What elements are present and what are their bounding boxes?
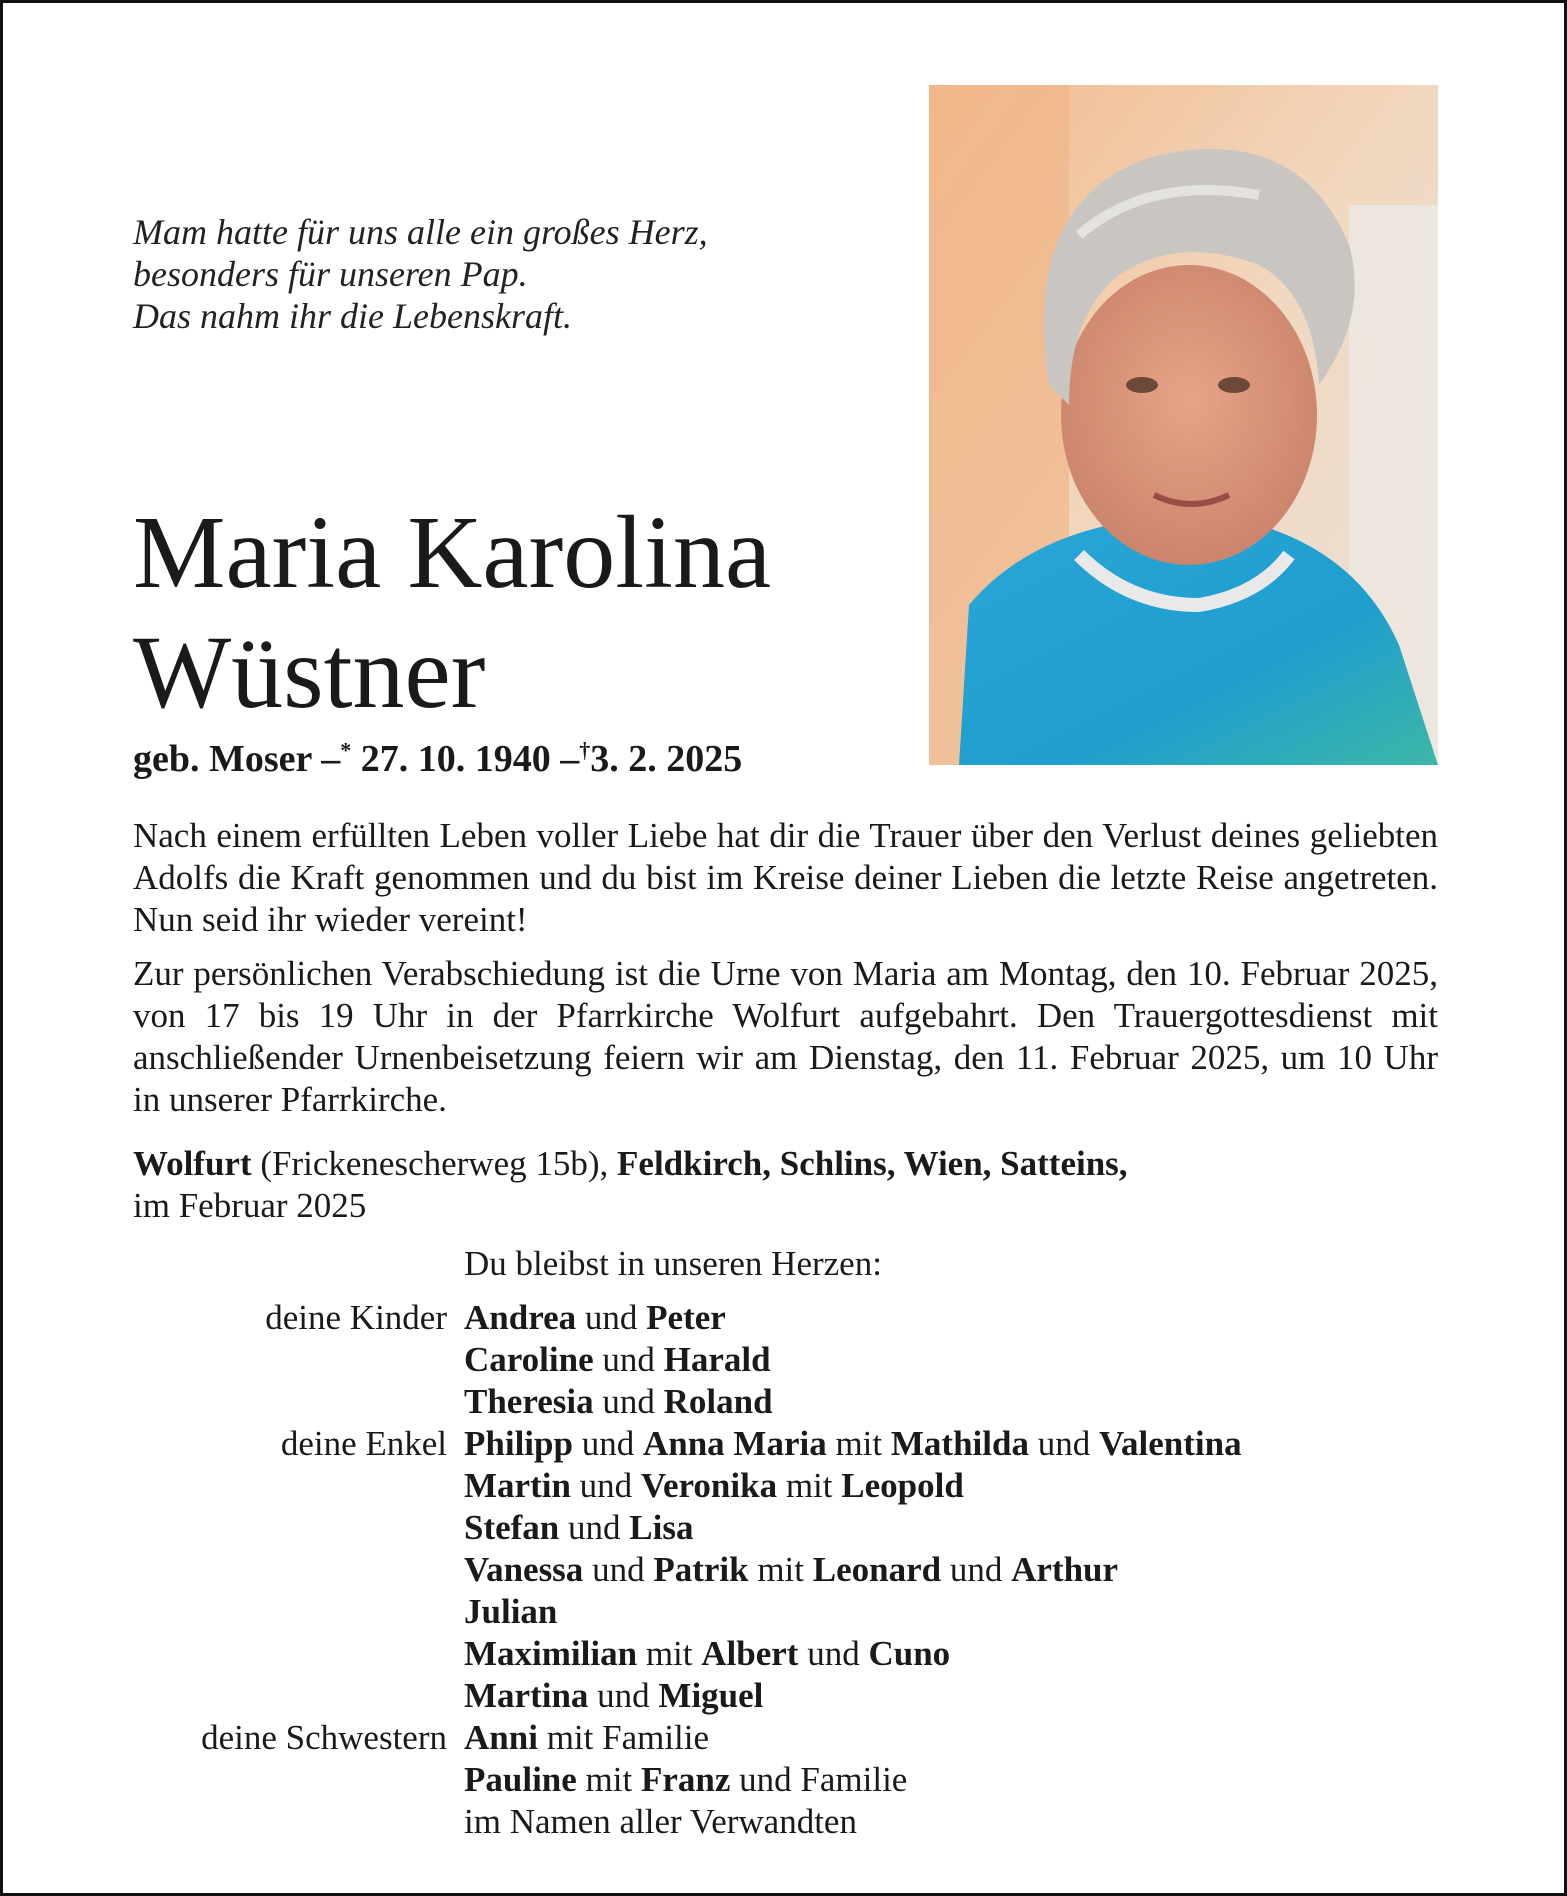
family-names (464, 1423, 1242, 1465)
connector-text: mit (576, 1760, 641, 1799)
family-row (3, 1591, 1567, 1633)
person-name: Leonard (812, 1550, 942, 1589)
person-name: Arthur (1011, 1550, 1119, 1589)
person-name: Miguel (658, 1676, 764, 1715)
person-name: Peter (646, 1298, 726, 1337)
family-row (3, 1801, 1567, 1843)
family-names (464, 1297, 726, 1339)
death-date: 3. 2. 2025 (590, 738, 743, 780)
family-row (3, 1297, 1567, 1339)
motto-line: besonders für unseren Pap. (133, 254, 528, 294)
date-line: im Februar 2025 (133, 1186, 367, 1225)
person-name: Caroline (464, 1340, 594, 1379)
person-name: Philipp (464, 1424, 573, 1463)
motto-line: Das nahm ihr die Lebenskraft. (133, 296, 572, 336)
person-name: Cuno (868, 1634, 951, 1673)
person-name: Andrea (464, 1298, 577, 1337)
name-line: Wüstner (133, 615, 486, 730)
family-row (3, 1717, 1567, 1759)
person-name: Pauline (464, 1760, 577, 1799)
person-name: Roland (663, 1382, 773, 1421)
family-names (464, 1675, 763, 1717)
family-names (464, 1633, 950, 1675)
dash: – (321, 738, 341, 780)
person-name: Martin (464, 1466, 571, 1505)
family-row (3, 1423, 1567, 1465)
person-name: Valentina (1098, 1424, 1242, 1463)
person-name: Maximilian (464, 1634, 638, 1673)
family-group-label: deine Enkel (280, 1424, 447, 1463)
person-name: Veronika (640, 1466, 778, 1505)
connector-text: mit (826, 1424, 891, 1463)
paragraph: Nach einem erfüllten Leben voller Liebe hat dir die Trauer über den Verlust deines geliebten Adolfs die Kraft genommen und du bist im Kreise deiner Lieben die letzte Reise angetreten. Nun seid ihr wieder vereint! (133, 816, 1438, 939)
family-list (3, 1297, 1567, 1843)
connector-text: und (1028, 1424, 1099, 1463)
dash: – (560, 738, 580, 780)
person-name: Harald (663, 1340, 771, 1379)
connector-text: und (570, 1466, 641, 1505)
motto-quote (133, 211, 708, 337)
family-row (3, 1339, 1567, 1381)
birth-symbol: * (340, 737, 352, 763)
connector-text: und (583, 1550, 654, 1589)
motto-line: Mam hatte für uns alle ein großes Herz, (133, 212, 708, 252)
connector-text: und (588, 1676, 659, 1715)
connector-text: und (941, 1550, 1012, 1589)
connector-text: mit Familie (537, 1718, 710, 1757)
life-dates (133, 737, 742, 781)
connector-text: und (572, 1424, 643, 1463)
family-names (464, 1339, 771, 1381)
person-name: Stefan (464, 1508, 560, 1547)
other-towns: Feldkirch, Schlins, Wien, Satteins, (617, 1144, 1128, 1183)
person-name: Mathilda (890, 1424, 1029, 1463)
birth-date: 27. 10. 1940 (360, 738, 551, 780)
person-name: Vanessa (464, 1550, 584, 1589)
person-name: Albert (701, 1634, 799, 1673)
person-name: Anni (464, 1718, 538, 1757)
connector-text: und (798, 1634, 869, 1673)
family-row (3, 1507, 1567, 1549)
connector-text: im Namen aller Verwandten (464, 1802, 857, 1841)
family-names (464, 1801, 857, 1843)
person-name: Patrik (653, 1550, 749, 1589)
family-row (3, 1759, 1567, 1801)
connector-text: mit (637, 1634, 702, 1673)
portrait-photo (929, 85, 1438, 765)
deceased-name (133, 493, 771, 733)
connector-text: und Familie (730, 1760, 908, 1799)
person-name: Leopold (841, 1466, 964, 1505)
connector-text: und (559, 1508, 630, 1547)
family-row (3, 1549, 1567, 1591)
family-group-label: deine Kinder (265, 1298, 447, 1337)
family-names (464, 1465, 964, 1507)
town: Wolfurt (133, 1144, 252, 1183)
paragraph: Zur persönlichen Verabschiedung ist die Urne von Maria am Montag, den 10. Februar 2025, von 17 bis 19 Uhr in der Pfarrkirche Wolfurt aufgebahrt. Den Trauergottesdienst mit anschließender Urnenbeisetzung feiern wir am Dienstag, den 11. Februar 2025, um 10 Uhr in unserer Pfarrkirche. (133, 954, 1438, 1119)
person-name: Theresia (464, 1382, 594, 1421)
connector-text: und (593, 1340, 664, 1379)
family-group-label: deine Schwestern (201, 1718, 447, 1757)
place-and-date (133, 1143, 1438, 1227)
person-name: Julian (464, 1592, 558, 1631)
family-row (3, 1633, 1567, 1675)
birth-name: geb. Moser (133, 738, 312, 780)
connector-text: mit (777, 1466, 842, 1505)
connector-text: mit (748, 1550, 813, 1589)
family-names (464, 1591, 557, 1633)
person-name: Lisa (629, 1508, 694, 1547)
family-row (3, 1675, 1567, 1717)
family-row (3, 1465, 1567, 1507)
person-name: Martina (464, 1676, 589, 1715)
family-names (464, 1717, 709, 1759)
family-names (464, 1381, 773, 1423)
heart-line: Du bleibst in unseren Herzen: (464, 1244, 882, 1283)
death-symbol: † (579, 737, 591, 763)
family-names (464, 1759, 907, 1801)
connector-text: und (593, 1382, 664, 1421)
portrait-photo-icon (929, 85, 1438, 765)
family-names (464, 1549, 1118, 1591)
address: (Frickenescherweg 15b), (260, 1144, 609, 1183)
name-line: Maria Karolina (133, 495, 772, 610)
person-name: Anna Maria (642, 1424, 827, 1463)
connector-text: und (576, 1298, 647, 1337)
person-name: Franz (640, 1760, 731, 1799)
family-names (464, 1507, 693, 1549)
obituary-text (133, 815, 1438, 1133)
family-row (3, 1381, 1567, 1423)
